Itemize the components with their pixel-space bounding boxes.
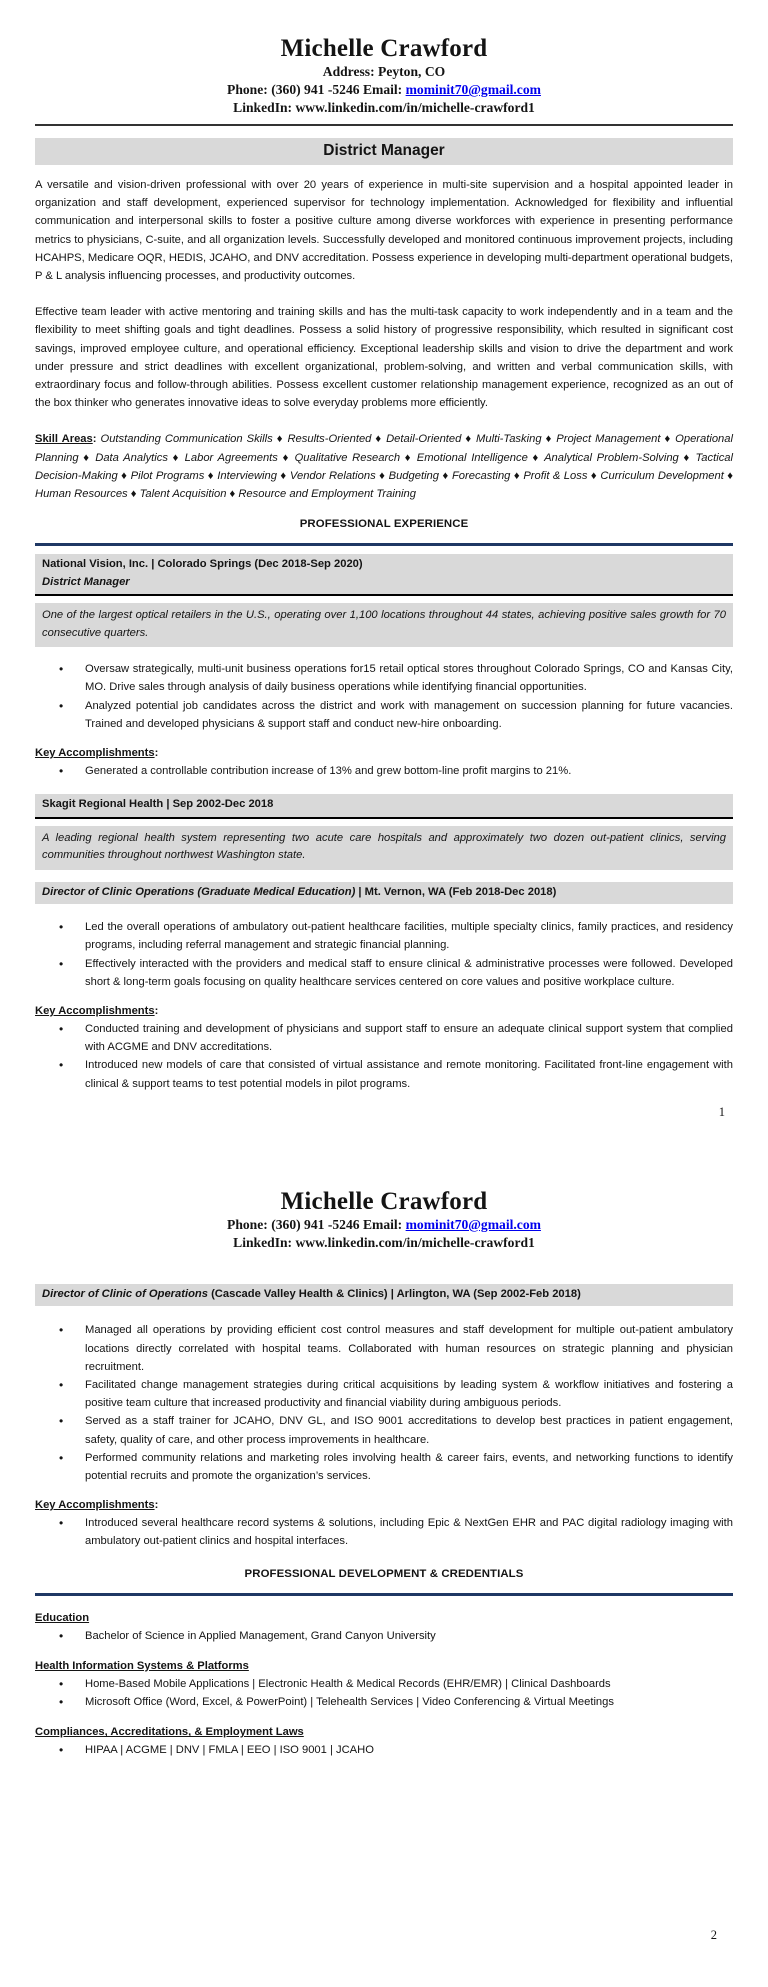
job3-key-bullet-list	[35, 1514, 733, 1550]
resume-header	[35, 0, 733, 117]
email-link[interactable]: mominit70@gmail.com	[405, 1216, 541, 1232]
linkedin-line: LinkedIn: www.linkedin.com/in/michelle-crawford1	[233, 1234, 535, 1250]
section-professional-development: PROFESSIONAL DEVELOPMENT & CREDENTIALS	[244, 1567, 524, 1580]
summary-paragraph-2: Effective team leader with active mentoring and training skills and has the multi-task capacity to work independently and in a team and the flexibility to meet shifting goals and tight deadlines. Possess a solid history of progressive responsibility, which resulted in significant cost savings, improved employee culture, and operational efficiency. Exceptional leadership skills and vision to drive the department and work under pressure and strict deadlines with excellent organizational, problem-solving, and written and verbal communication skills, with extraordinary focus and follow-through abilities. Possess excellent customer relationship management experience, recognized as an out of the box thinker who generates innovative ideas to solve everyday problems more efficiently.	[35, 306, 733, 410]
job3-role-title: Director of Clinic of Operations	[42, 1287, 208, 1300]
health-systems-bullet-list	[35, 1675, 733, 1711]
header-divider	[35, 124, 733, 126]
job2-bullet: • Effectively interacted with the providers and medical staff to ensure clinical & administrative processes were followed. Developed short & long-term goals focusing on quality healthcare services centered on core values and positive workplace culture.	[85, 955, 733, 991]
job2-company: Skagit Regional Health | Sep 2002-Dec 2018	[42, 798, 274, 811]
phone-email-line	[35, 81, 733, 99]
job1-company: National Vision, Inc. | Colorado Springs (Dec 2018-Sep 2020)	[42, 558, 363, 571]
address-line: Address: Peyton, CO	[322, 64, 446, 79]
job1-bullet-list	[35, 660, 733, 733]
health-systems-bullet: • Home-Based Mobile Applications | Electronic Health & Medical Records (EHR/EMR) | Clinical Dashboards	[85, 1675, 733, 1693]
job2-key-bullet: • Conducted training and development of physicians and support staff to ensure an adequate clinical support system that complied with ACGME and DNV accreditations.	[85, 1020, 733, 1056]
health-systems-bullet: • Microsoft Office (Word, Excel, & PowerPoint) | Telehealth Services | Video Conferencing & Virtual Meetings	[85, 1693, 733, 1711]
job1-bullet: • Analyzed potential job candidates across the district and work with management on succession planning for future vacancies. Trained and developed physicians & support staff and conduct new-hire onboarding.	[85, 697, 733, 733]
job3-bullet: • Served as a staff trainer for JCAHO, DNV GL, and ISO 9001 accreditations to develop best practices in patient engagement, safety, quality of care, and other process improvements in healthcare.	[85, 1412, 733, 1448]
skill-areas-colon: :	[92, 433, 101, 446]
skill-areas-paragraph	[35, 430, 733, 503]
phone-email-line	[35, 1216, 733, 1234]
job3-bullet: • Performed community relations and marketing roles involving health & career fairs, events, and networking functions to identify potential recruits and promote the organization’s services.	[85, 1449, 733, 1485]
job1-company-blurb: One of the largest optical retailers in the U.S., operating over 1,100 locations throughout 44 states, achieving positive sales growth for 70 consecutive quarters.	[35, 603, 733, 647]
page-2-number: 2	[710, 1928, 717, 1942]
job2-company-blurb: A leading regional health system representing two acute care hospitals and approximately two dozen out-patient clinics, serving communities throughout northwest Washington state.	[35, 826, 733, 870]
job2-role-block	[35, 882, 733, 905]
compliance-bullet-list	[35, 1741, 733, 1759]
page-2	[0, 1188, 768, 1760]
education-bullet: • Bachelor of Science in Applied Management, Grand Canyon University	[85, 1627, 733, 1645]
section-professional-experience: PROFESSIONAL EXPERIENCE	[299, 518, 469, 531]
candidate-name: Michelle Crawford	[280, 1187, 488, 1215]
job3-bullet: • Facilitated change management strategies during critical acquisitions by leading system & workflow initiatives and fostering a positive team culture that increased productivity and financial viability during ambiguous periods.	[85, 1376, 733, 1412]
email-link[interactable]: mominit70@gmail.com	[405, 82, 541, 97]
credentials-navy-rule	[35, 1593, 733, 1596]
page-1-number: 1	[718, 1104, 725, 1119]
education-label: Education	[35, 1611, 90, 1624]
job-title-bar: District Manager	[35, 138, 733, 165]
phone-label: Phone: (360) 941 -5246 Email:	[227, 1216, 406, 1232]
job2-role-title: Director of Clinic Operations (Graduate Medical Education)	[42, 885, 356, 898]
job2-bullet: • Led the overall operations of ambulatory out-patient healthcare facilities, multiple specialty clinics, family practices, and residency programs, including referral management and strategic financial planning.	[85, 918, 733, 954]
candidate-name: Michelle Crawford	[280, 35, 488, 62]
job1-header-block	[35, 554, 733, 596]
resume-header-page2	[35, 1188, 733, 1252]
job3-role-location: (Cascade Valley Health & Clinics) | Arlington, WA (Sep 2002-Feb 2018)	[207, 1287, 581, 1300]
job1-key-accomplishments-label: Key Accomplishments:	[35, 747, 159, 760]
education-bullet-list	[35, 1627, 733, 1645]
phone-label: Phone: (360) 941 -5246 Email:	[227, 82, 406, 97]
job2-key-bullet: • Introduced new models of care that consisted of virtual assistance and remote monitoring. Facilitated front-line engagement with clinical & support teams to test potential models in pilot programs.	[85, 1056, 733, 1092]
skill-areas-list: Outstanding Communication Skills ♦ Results-Oriented ♦ Detail-Oriented ♦ Multi-Tasking ♦ Project Management ♦ Operational Planning ♦ Data Analytics ♦ Labor Agreements ♦ Qualitative Research ♦ Emotional Intelligence ♦ Analytical Problem-Solving ♦ Tactical Decision-Making ♦ Pilot Programs ♦ Interviewing ♦ Vendor Relations ♦ Budgeting ♦ Forecasting ♦ Profit & Loss ♦ Curriculum Development ♦ Human Resources ♦ Talent Acquisition ♦ Resource and Employment Training	[35, 433, 733, 501]
summary-paragraph-1: A versatile and vision-driven professional with over 20 years of experience in multi-site supervision and a hospital appointed leader in organization and staff development, experienced supervisor for technology implementation. Acknowledged for flexibility and influential communication and interpersonal skills to foster a positive culture among diverse workforces with experience in presenting performance metrics to physicians, C-suite, and all organization levels. Successfully developed and monitored continuous improvement projects, including HCAHPS, Medicare OQR, HEDIS, JCAHO, and DNV accreditation. Possess experience in developing multi-department operational budgets, P & L analysis influencing processes, and productivity outcomes.	[35, 179, 733, 283]
job1-bullet: • Oversaw strategically, multi-unit business operations for15 retail optical stores throughout Colorado Springs, CO and Kansas City, MO. Drive sales through analysis of daily business operations while identifying financial opportunities.	[85, 660, 733, 696]
job1-role: District Manager	[42, 575, 130, 588]
job2-header-block	[35, 794, 733, 819]
page-break-gap	[0, 1120, 768, 1188]
experience-navy-rule	[35, 543, 733, 546]
job2-bullet-list	[35, 918, 733, 991]
job3-bullet: • Managed all operations by providing efficient cost control measures and staff development for multiple out-patient ambulatory locations directly correlated with hospital teams. Collaborated with human resources on strategic planning and physician recruitment.	[85, 1321, 733, 1376]
compliance-bullet: • HIPAA | ACGME | DNV | FMLA | EEO | ISO 9001 | JCAHO	[85, 1741, 733, 1759]
job2-key-bullet-list	[35, 1020, 733, 1093]
job2-role-location: | Mt. Vernon, WA (Feb 2018-Dec 2018)	[355, 885, 557, 898]
health-systems-label: Health Information Systems & Platforms	[35, 1659, 249, 1672]
job3-key-accomplishments-label: Key Accomplishments:	[35, 1499, 159, 1512]
skill-areas-label: Skill Areas	[35, 433, 93, 446]
job3-role-block	[35, 1284, 733, 1307]
job3-bullet-list	[35, 1321, 733, 1485]
job3-key-bullet: • Introduced several healthcare record systems & solutions, including Epic & NextGen EHR and PAC digital radiology imaging with ambulatory out-patient clinics and hospital interfaces.	[85, 1514, 733, 1550]
job1-key-bullet-list	[35, 762, 733, 780]
linkedin-line: LinkedIn: www.linkedin.com/in/michelle-crawford1	[233, 100, 535, 115]
job2-key-accomplishments-label: Key Accomplishments:	[35, 1005, 159, 1018]
job1-key-bullet: • Generated a controllable contribution increase of 13% and grew bottom-line profit margins to 21%.	[85, 762, 733, 780]
compliance-label: Compliances, Accreditations, & Employment Laws	[35, 1726, 304, 1739]
